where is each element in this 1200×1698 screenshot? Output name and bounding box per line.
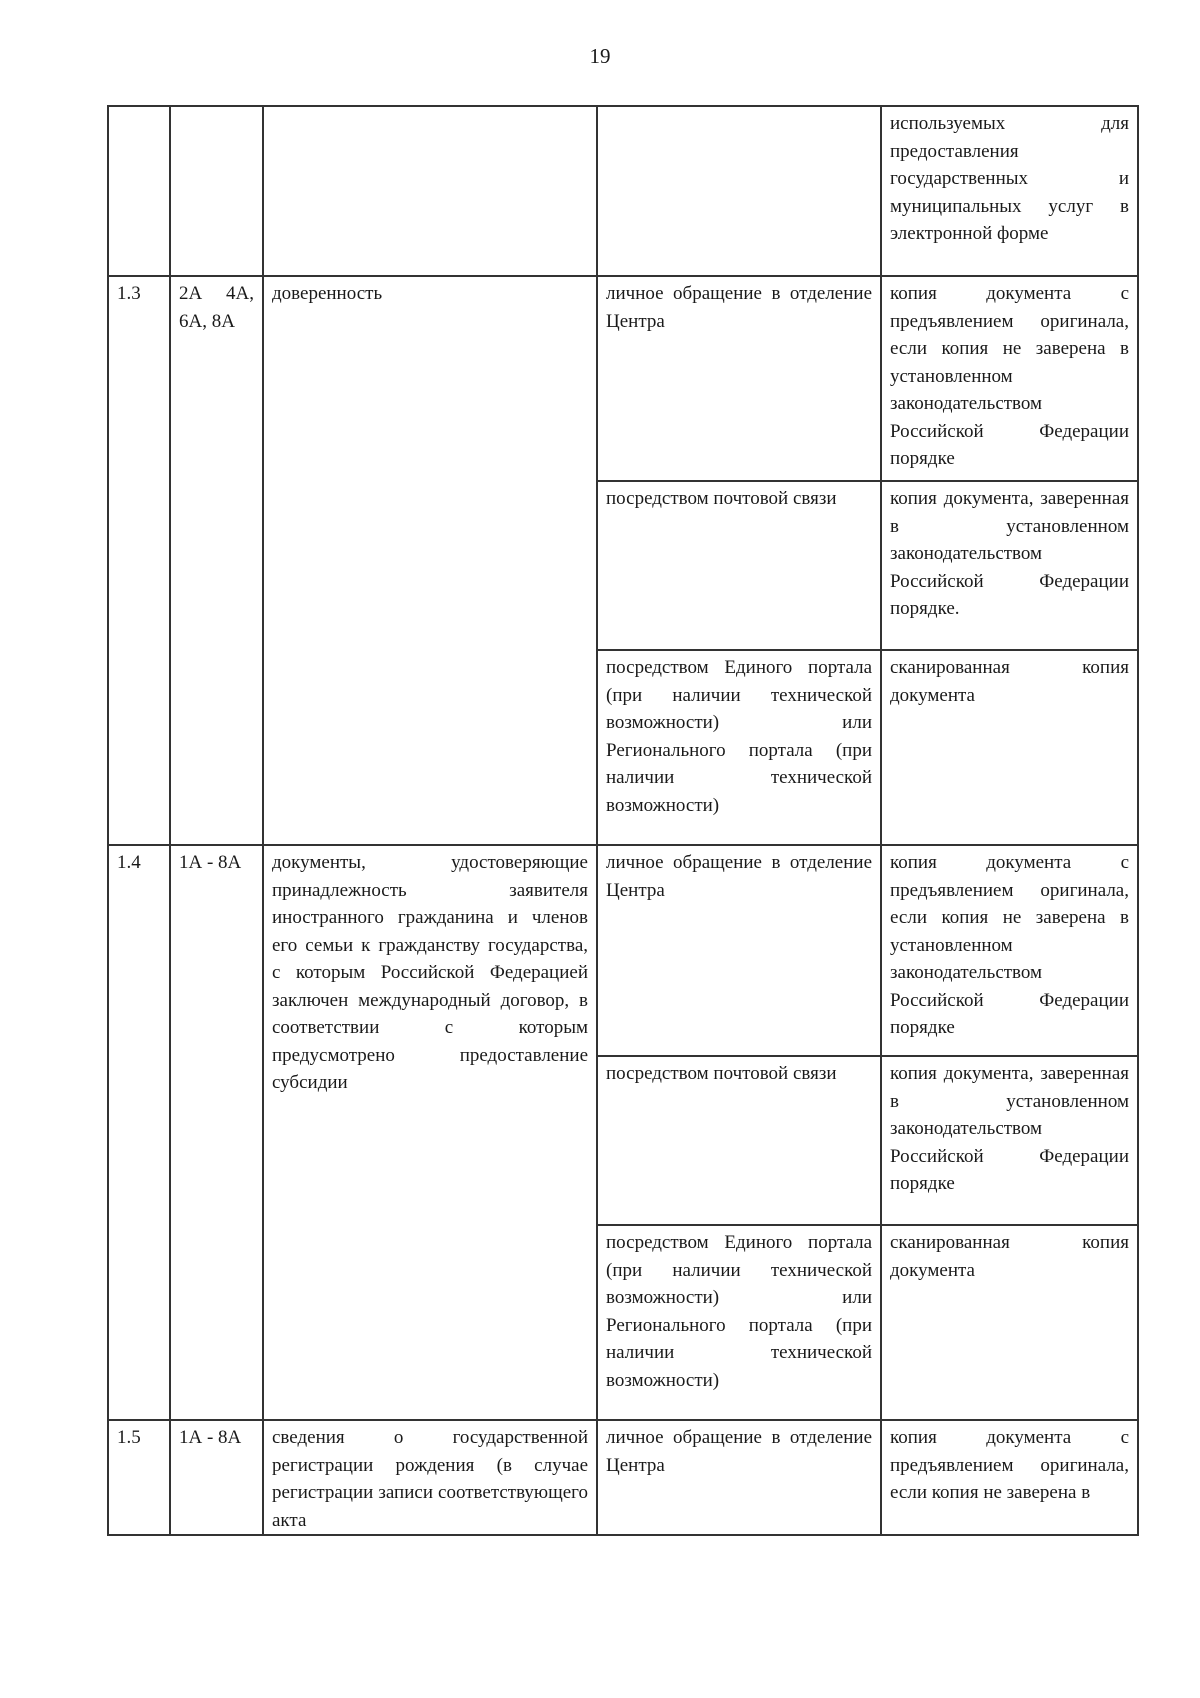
method-cell: личное обращение в отделение Центра (597, 845, 881, 1056)
result-cell: копия документа, заверенная в установленном законодательством Российской Федерации порядке. (881, 481, 1138, 650)
result-cell: копия документа с предъявлением оригинала, если копия не заверена в (881, 1420, 1138, 1535)
table-row (108, 845, 1138, 1056)
method-cell: личное обращение в отделение Центра (597, 1420, 881, 1535)
document-cell: сведения о государственной регистрации рождения (в случае регистрации записи соответствующего акта (263, 1420, 597, 1535)
document-cell: документы, удостоверяющие принадлежность заявителя иностранного гражданина и членов его семьи к гражданству государства, с которым Российской Федерацией заключен международный договор, в соответствии с которым предусмотрено предоставление субсидии (263, 845, 597, 1420)
table-row (108, 276, 1138, 481)
row-number-cell: 1.3 (108, 276, 170, 845)
table-row (108, 1420, 1138, 1535)
document-cell: доверенность (263, 276, 597, 845)
method-cell: посредством Единого портала (при наличии технической возможности) или Регионального портала (при наличии технической возможности) (597, 1225, 881, 1420)
method-cell: посредством Единого портала (при наличии технической возможности) или Регионального портала (при наличии технической возможности) (597, 650, 881, 845)
table-row-continuation (108, 106, 1138, 276)
result-cell: сканированная копия документа (881, 650, 1138, 845)
result-cell: копия документа, заверенная в установленном законодательством Российской Федерации порядке (881, 1056, 1138, 1225)
method-cell: личное обращение в отделение Центра (597, 276, 881, 481)
result-cell: используемых для предоставления государственных и муниципальных услуг в электронной форме (881, 106, 1138, 276)
row-number-cell: 1.4 (108, 845, 170, 1420)
method-cell: посредством почтовой связи (597, 481, 881, 650)
categories-cell: 1А - 8А (170, 845, 263, 1420)
method-cell: посредством почтовой связи (597, 1056, 881, 1225)
categories-cell: 2А 4А, 6А, 8А (170, 276, 263, 845)
result-cell: копия документа с предъявлением оригинала, если копия не заверена в установленном законодательством Российской Федерации порядке (881, 276, 1138, 481)
result-cell: копия документа с предъявлением оригинала, если копия не заверена в установленном законодательством Российской Федерации порядке (881, 845, 1138, 1056)
categories-cell: 1А - 8А (170, 1420, 263, 1535)
result-cell: сканированная копия документа (881, 1225, 1138, 1420)
documents-table (107, 105, 1139, 1536)
page-number: 19 (589, 44, 611, 68)
row-number-cell: 1.5 (108, 1420, 170, 1535)
